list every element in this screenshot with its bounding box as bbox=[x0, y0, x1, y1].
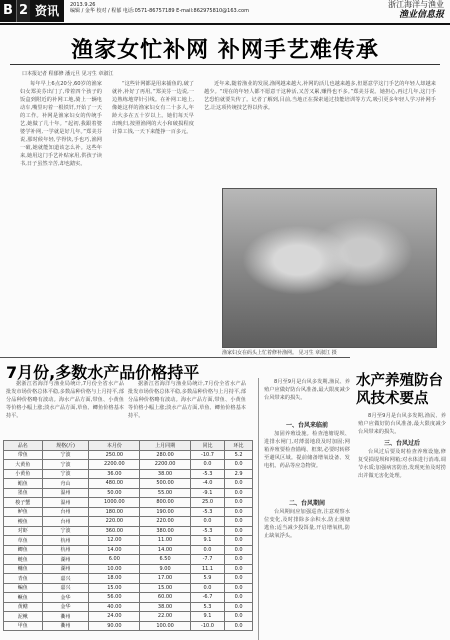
table-cell: 380.00 bbox=[140, 526, 191, 536]
table-cell: 带鱼 bbox=[4, 450, 43, 460]
table-cell: 38.00 bbox=[140, 602, 191, 612]
table-row bbox=[4, 469, 253, 479]
table-cell: 36.00 bbox=[89, 469, 140, 479]
table-cell: 0.0 bbox=[190, 583, 224, 593]
article3-text1: 加固养殖设施。检查池塘堤坝、进排水闸门,对薄弱地段及时加固;网箱养殖要检查锚绳、框架,必要时转移至避风区域。提前储备增氧设备、发电机、药品等应急物资。 bbox=[264, 431, 350, 469]
table-cell: 11.00 bbox=[140, 536, 191, 546]
table-cell: 鳗鱼 bbox=[4, 517, 43, 527]
table-cell: 0.0 bbox=[225, 479, 253, 489]
table-cell: 40.00 bbox=[89, 602, 140, 612]
article3-sub1: 一、台风来临前 bbox=[285, 422, 328, 429]
table-row bbox=[4, 450, 253, 460]
table-row bbox=[4, 602, 253, 612]
table-cell: 5.9 bbox=[190, 574, 224, 584]
table-row bbox=[4, 564, 253, 574]
table-cell: 500.00 bbox=[140, 479, 191, 489]
article3-sub2: 二、台风期间 bbox=[288, 500, 325, 507]
table-cell: 小黄鱼 bbox=[4, 469, 43, 479]
table-row bbox=[4, 498, 253, 508]
table-cell: 800.00 bbox=[140, 498, 191, 508]
table-cell: 0.0 bbox=[225, 564, 253, 574]
table-cell: 14.00 bbox=[89, 545, 140, 555]
table-cell: 15.00 bbox=[140, 583, 191, 593]
table-cell: 2200.00 bbox=[89, 460, 140, 470]
table-cell: 鲢鱼 bbox=[4, 555, 43, 565]
section-letter: B bbox=[0, 0, 16, 22]
table-cell: 90.00 bbox=[89, 621, 140, 631]
table-cell: 2.9 bbox=[225, 469, 253, 479]
section-number: 2 bbox=[16, 0, 30, 22]
section-name: 资讯 bbox=[30, 0, 64, 22]
table-cell: 梭子蟹 bbox=[4, 498, 43, 508]
table-cell: 台州 bbox=[42, 517, 89, 527]
table-cell: 0.0 bbox=[225, 574, 253, 584]
table-cell: 温州 bbox=[42, 488, 89, 498]
table-cell: 55.00 bbox=[140, 488, 191, 498]
table-cell: 宁波 bbox=[42, 469, 89, 479]
table-header-cell: 品名 bbox=[4, 441, 43, 451]
table-cell: 0.0 bbox=[190, 545, 224, 555]
table-cell: 墨鱼 bbox=[4, 488, 43, 498]
table-cell: 0.0 bbox=[225, 602, 253, 612]
table-cell: 宁波 bbox=[42, 450, 89, 460]
table-cell: 杭州 bbox=[42, 536, 89, 546]
table-cell: -7.7 bbox=[190, 555, 224, 565]
table-cell: 甲鱼 bbox=[4, 621, 43, 631]
header-meta-block bbox=[64, 0, 314, 14]
table-header-cell: 本月份 bbox=[89, 441, 140, 451]
table-cell: 10.00 bbox=[89, 564, 140, 574]
header-right bbox=[388, 0, 450, 20]
table-cell: 草鱼 bbox=[4, 536, 43, 546]
table-cell: 25.0 bbox=[190, 498, 224, 508]
table-cell: 鲳鱼 bbox=[4, 479, 43, 489]
photo-caption: 渔家妇女在码头上忙着修补渔网。 见习生 章淑江 摄 bbox=[222, 350, 337, 356]
issue-date: 2013.9.26 bbox=[70, 2, 96, 8]
table-header-cell: 规格(斤) bbox=[42, 441, 89, 451]
table-cell: 5.2 bbox=[225, 450, 253, 460]
editor-info: 编辑 / 金华 校对 / 程郁 电话:0571-86757189 E-mail:862975810@163.com bbox=[70, 8, 249, 14]
article2-lead-right: 据浙江省海洋与渔业局统计,7月份全省水产品批发市场价格总体平稳,多数品种价格与上月持平,部分品种价格略有波动。海水产品方面,带鱼、小黄鱼等价格小幅上涨;淡水产品方面,草鱼、鲫鱼价格基本持平。 bbox=[128, 381, 246, 419]
table-cell: 0.0 bbox=[225, 488, 253, 498]
table-cell: 0.0 bbox=[225, 621, 253, 631]
header-rule bbox=[0, 23, 450, 25]
table-cell: 0.0 bbox=[190, 517, 224, 527]
table-cell: 60.00 bbox=[140, 593, 191, 603]
table-cell: 180.00 bbox=[89, 507, 140, 517]
article1-col3: 近年来,随着渔业的发展,渔网越来越大,补网的活儿也越来越多,但愿意学这门手艺的年轻人却越来越少。“现在的年轻人都不愿意干这种活,又苦又累,赚得也不多。”郑美芬说。她担心,再过几年,这门手艺恐怕就要失传了。记者了解到,目前,当地正在探索通过技能培训等方式,吸引更多年轻人学习补网手艺,让这项传统技艺得以传承。 bbox=[204, 81, 436, 111]
table-cell: 对虾 bbox=[4, 526, 43, 536]
table-cell: 鲈鱼 bbox=[4, 507, 43, 517]
table-cell: -5.3 bbox=[190, 507, 224, 517]
table-cell: -10.0 bbox=[190, 621, 224, 631]
table-cell: 0.0 bbox=[225, 507, 253, 517]
paper-title: 浙江海洋与渔业 bbox=[388, 0, 444, 9]
table-cell: 190.00 bbox=[140, 507, 191, 517]
page-header bbox=[0, 0, 450, 22]
table-cell: 9.1 bbox=[190, 536, 224, 546]
table-row bbox=[4, 460, 253, 470]
fishing-net-photo bbox=[222, 188, 437, 348]
table-cell: 湖州 bbox=[42, 564, 89, 574]
table-cell: 18.00 bbox=[89, 574, 140, 584]
article1-byline: 口本报记者 程郁修 潘元旦 见习生 章淑江 bbox=[22, 71, 114, 77]
table-cell: 15.00 bbox=[89, 583, 140, 593]
table-cell: 50.00 bbox=[89, 488, 140, 498]
table-cell: 360.00 bbox=[89, 526, 140, 536]
table-row bbox=[4, 488, 253, 498]
table-cell: 0.0 bbox=[190, 460, 224, 470]
table-cell: 0.0 bbox=[225, 536, 253, 546]
table-cell: 鳜鱼 bbox=[4, 593, 43, 603]
table-cell: 1000.00 bbox=[89, 498, 140, 508]
table-cell: 9.1 bbox=[190, 612, 224, 622]
table-cell: 6.00 bbox=[89, 555, 140, 565]
table-cell: 泥鳅 bbox=[4, 612, 43, 622]
table-cell: 0.0 bbox=[225, 583, 253, 593]
table-cell: 220.00 bbox=[89, 517, 140, 527]
table-cell: 衢州 bbox=[42, 621, 89, 631]
table-row bbox=[4, 593, 253, 603]
table-cell: 480.00 bbox=[89, 479, 140, 489]
table-cell: -4.0 bbox=[190, 479, 224, 489]
table-row bbox=[4, 574, 253, 584]
table-cell: 鳊鱼 bbox=[4, 583, 43, 593]
table-cell: 9.00 bbox=[140, 564, 191, 574]
table-cell: 温州 bbox=[42, 498, 89, 508]
table-row bbox=[4, 517, 253, 527]
paper-brand: 渔业信息报 bbox=[398, 10, 444, 20]
table-row bbox=[4, 479, 253, 489]
article1-headline: 渔家女忙补网 补网手艺难传承 bbox=[71, 38, 379, 63]
table-header-cell: 上月同期 bbox=[140, 441, 191, 451]
table-cell: 56.00 bbox=[89, 593, 140, 603]
table-cell: 0.0 bbox=[225, 526, 253, 536]
article2-lead-left: 据浙江省海洋与渔业局统计,7月份全省水产品批发市场价格总体平稳,多数品种价格与上月持平,部分品种价格略有波动。海水产品方面,带鱼、小黄鱼等价格小幅上涨;淡水产品方面,草鱼、鲫鱼价格基本持平。 bbox=[6, 381, 124, 419]
table-cell: 杭州 bbox=[42, 545, 89, 555]
table-cell: 5.3 bbox=[190, 602, 224, 612]
table-cell: 湖州 bbox=[42, 555, 89, 565]
table-cell: 舟山 bbox=[42, 479, 89, 489]
table-cell: 鳙鱼 bbox=[4, 564, 43, 574]
table-cell: 220.00 bbox=[140, 517, 191, 527]
table-row bbox=[4, 526, 253, 536]
table-cell: 100.00 bbox=[140, 621, 191, 631]
column-divider bbox=[258, 378, 259, 640]
table-cell: 17.00 bbox=[140, 574, 191, 584]
table-cell: 嘉兴 bbox=[42, 583, 89, 593]
table-cell: 14.00 bbox=[140, 545, 191, 555]
table-cell: 6.50 bbox=[140, 555, 191, 565]
table-row bbox=[4, 555, 253, 565]
table-row bbox=[4, 583, 253, 593]
table-cell: 台州 bbox=[42, 507, 89, 517]
table-cell: 0.0 bbox=[225, 460, 253, 470]
table-cell: 280.00 bbox=[140, 450, 191, 460]
table-cell: 0.0 bbox=[225, 517, 253, 527]
table-row bbox=[4, 621, 253, 631]
article3-sub3: 三、台风过后 bbox=[383, 440, 420, 447]
table-cell: 0.0 bbox=[225, 612, 253, 622]
article3-headline: 水产养殖防台风技术要点 bbox=[356, 373, 443, 407]
section-rule bbox=[0, 357, 350, 358]
table-cell: 0.0 bbox=[225, 545, 253, 555]
price-table bbox=[3, 440, 253, 631]
table-header-cell: 环比 bbox=[225, 441, 253, 451]
table-cell: 宁波 bbox=[42, 526, 89, 536]
article1-col1: 每年早上6点20分,60岁的渔家妇女郑美芬出门了,带着四个孩子的饭盒到附近的补网工地,骑上一辆电动车,嘴里叼着一根铁钎,开始了一天的工作。补网是渔家妇女的传统手艺,她做了几十年。“起初,我跟着婆婆学补网,一学就是好几年。”郑美芬说,那时候年轻,学得快,手也巧,渔网一破,她就能知道该怎么补。这些年来,她用这门手艺补贴家用,供孩子读书,日子虽然辛苦,却也踏实。 bbox=[20, 81, 102, 167]
table-cell: 大黄鱼 bbox=[4, 460, 43, 470]
table-cell: 250.00 bbox=[89, 450, 140, 460]
table-row bbox=[4, 507, 253, 517]
table-cell: -6.7 bbox=[190, 593, 224, 603]
table-cell: 金华 bbox=[42, 593, 89, 603]
table-cell: -9.1 bbox=[190, 488, 224, 498]
table-cell: 黄鳝 bbox=[4, 602, 43, 612]
table-cell: 22.00 bbox=[140, 612, 191, 622]
table-cell: 金华 bbox=[42, 602, 89, 612]
headline-rule bbox=[10, 64, 440, 65]
article2-headline: 7月份,多数水产品价格持平 bbox=[6, 363, 200, 382]
table-cell: 衢州 bbox=[42, 612, 89, 622]
table-cell: 11.1 bbox=[190, 564, 224, 574]
table-cell: 2200.00 bbox=[140, 460, 191, 470]
table-cell: 38.00 bbox=[140, 469, 191, 479]
table-row bbox=[4, 545, 253, 555]
table-cell: 鲫鱼 bbox=[4, 545, 43, 555]
article3-text2: 台风期间应加强巡查,注意观察水位变化,及时排除多余积水,防止漫塘逃鱼;适当减少投饵量,开启增氧机,防止缺氧浮头。 bbox=[264, 509, 350, 539]
table-header-cell: 同比 bbox=[190, 441, 224, 451]
table-cell: -5.3 bbox=[190, 469, 224, 479]
table-cell: 0.0 bbox=[225, 555, 253, 565]
table-cell: 0.0 bbox=[225, 498, 253, 508]
table-row bbox=[4, 536, 253, 546]
table-cell: 24.00 bbox=[89, 612, 140, 622]
table-cell: 0.0 bbox=[225, 593, 253, 603]
table-cell: 12.00 bbox=[89, 536, 140, 546]
table-cell: -5.3 bbox=[190, 526, 224, 536]
table-cell: 宁波 bbox=[42, 460, 89, 470]
table-cell: 青鱼 bbox=[4, 574, 43, 584]
table-cell: -10.7 bbox=[190, 450, 224, 460]
article3-text3: 台风过后要及时检查养殖设施,修复受损堤坝和网箱;对水体进行消毒,调节水质;加强病害防治,发现死鱼及时捞出并做无害化处理。 bbox=[358, 449, 446, 479]
article3-intro-right: 8月至9月是台风多发期,渔民、养殖户应做好防台风准备,最大限度减少台风带来的损失。 bbox=[358, 413, 446, 435]
article3-intro: 8月至9月是台风多发期,渔民、养殖户应做好防台风准备,最大限度减少台风带来的损失。 bbox=[264, 379, 350, 401]
table-row bbox=[4, 612, 253, 622]
table-cell: 嘉兴 bbox=[42, 574, 89, 584]
article1-col2: “这些针网都是用来捕鱼的,破了就补,补好了再用。”郑美芬一边说,一边熟练地穿针引线。在补网工地上,像她这样的渔家妇女有二十多人,年龄大多在五十岁以上。她们每天早出晚归,按照渔网的大小和破损程度计算工钱,一天下来能挣一百多元。 bbox=[112, 81, 194, 135]
